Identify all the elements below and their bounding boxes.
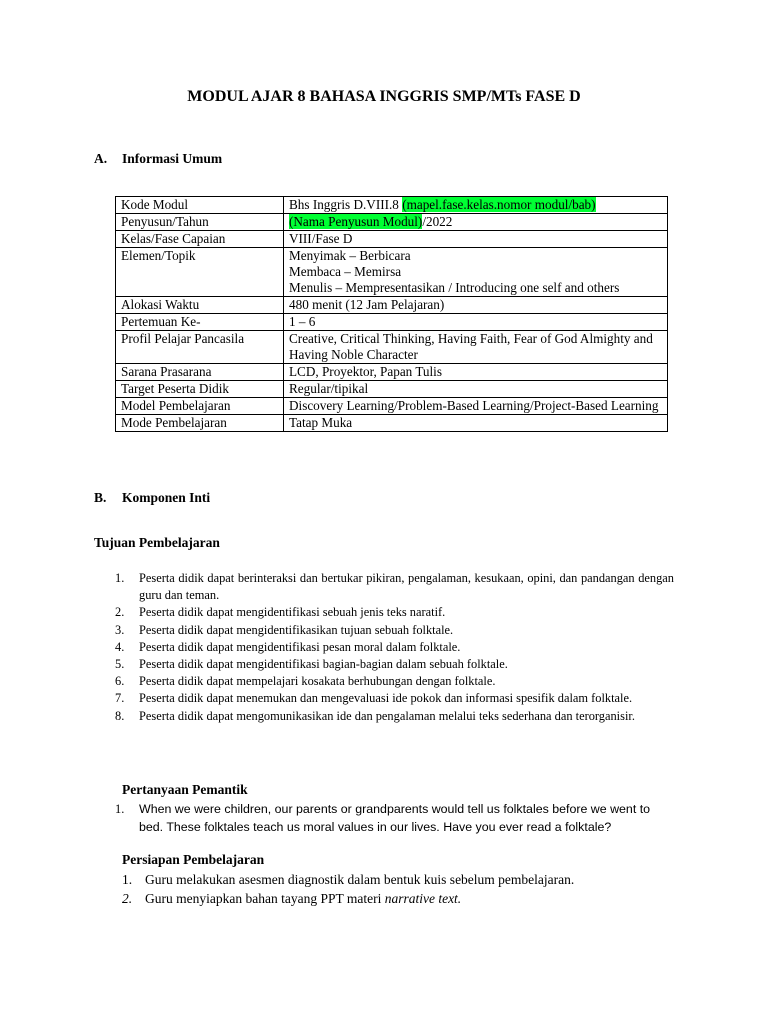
list-item <box>111 570 674 604</box>
list-item-number: 2. <box>122 890 133 906</box>
table-value: Creative, Critical Thinking, Having Faith, Fear of God Almighty and Having Noble Character <box>284 331 668 364</box>
table-row <box>116 231 668 248</box>
topik-line: Menulis – Mempresentasikan / Introducing one self and others <box>289 280 620 295</box>
table-value: 480 menit (12 Jam Pelajaran) <box>284 297 668 314</box>
table-key: Mode Pembelajaran <box>116 415 284 432</box>
list-item <box>111 604 674 621</box>
section-b-letter: B. <box>94 490 107 505</box>
list-item-number: 2. <box>115 605 125 620</box>
list-item <box>118 890 678 909</box>
list-item <box>111 800 674 836</box>
list-item-number: 1. <box>115 802 125 816</box>
kode-modul-highlight: (mapel.fase.kelas.nomor modul/bab) <box>402 197 596 212</box>
list-item <box>118 871 678 890</box>
table-value <box>284 197 668 214</box>
section-a-letter: A. <box>94 151 108 166</box>
table-value <box>284 248 668 297</box>
table-value <box>284 214 668 231</box>
list-item-number: 5. <box>115 657 125 672</box>
list-item <box>111 690 674 707</box>
persiapan-heading: Persiapan Pembelajaran <box>122 852 265 867</box>
table-row <box>116 314 668 331</box>
list-item <box>111 622 674 639</box>
list-item-number: 3. <box>115 622 125 637</box>
table-row <box>116 381 668 398</box>
list-item-number: 6. <box>115 674 125 689</box>
list-item <box>111 673 674 690</box>
list-item-text: Peserta didik dapat mengidentifikasi bagian-bagian dalam sebuah folktale. <box>139 657 508 672</box>
table-key: Sarana Prasarana <box>116 364 284 381</box>
section-a-label: Informasi Umum <box>122 151 223 166</box>
list-item-text: Peserta didik dapat mengomunikasikan ide dan pengalaman melalui teks sederhana dan terorganisir. <box>139 708 635 723</box>
table-key: Penyusun/Tahun <box>116 214 284 231</box>
list-item-text: Peserta didik dapat mengidentifikasi sebuah jenis teks naratif. <box>139 605 446 620</box>
pertanyaan-heading: Pertanyaan Pemantik <box>122 782 248 797</box>
info-table <box>115 196 668 432</box>
list-item-text: Guru menyiapkan bahan tayang PPT materi <box>145 890 385 906</box>
list-item <box>111 639 674 656</box>
table-row <box>116 331 668 364</box>
penyusun-highlight: (Nama Penyusun Modul) <box>289 214 423 229</box>
table-key: Target Peserta Didik <box>116 381 284 398</box>
list-item-text: When we were children, our parents or grandparents would tell us folktales before we went to bed. These folktales teach us moral values in our lives. Have you ever read a folktale? <box>139 802 651 834</box>
table-row <box>116 297 668 314</box>
table-row <box>116 398 668 415</box>
list-item <box>111 656 674 673</box>
section-b-heading <box>94 490 210 506</box>
section-b-label: Komponen Inti <box>122 490 211 505</box>
list-item-number: 1. <box>115 571 125 585</box>
table-value: LCD, Proyektor, Papan Tulis <box>284 364 668 381</box>
topik-line: Membaca – Memirsa <box>289 264 402 279</box>
table-key: Pertemuan Ke- <box>116 314 284 331</box>
table-value: VIII/Fase D <box>284 231 668 248</box>
kode-modul-value: Bhs Inggris D.VIII.8 <box>289 197 403 212</box>
table-row <box>116 214 668 231</box>
list-item-number: 4. <box>115 639 125 654</box>
penyusun-year: /2022 <box>422 214 453 229</box>
tujuan-heading: Tujuan Pembelajaran <box>94 535 220 550</box>
table-key: Kelas/Fase Capaian <box>116 231 284 248</box>
persiapan-list <box>118 871 678 908</box>
document-title: MODUL AJAR 8 BAHASA INGGRIS SMP/MTs FASE D <box>187 88 581 105</box>
table-key: Kode Modul <box>116 197 284 214</box>
table-value: Tatap Muka <box>284 415 668 432</box>
list-item-text: Peserta didik dapat mengidentifikasikan tujuan sebuah folktale. <box>139 622 454 637</box>
table-value: 1 – 6 <box>284 314 668 331</box>
list-item-text: Peserta didik dapat mempelajari kosakata berhubungan dengan folktale. <box>139 674 496 689</box>
tujuan-list <box>111 570 674 725</box>
list-item <box>111 708 674 725</box>
table-row <box>116 364 668 381</box>
table-key: Model Pembelajaran <box>116 398 284 415</box>
table-key: Alokasi Waktu <box>116 297 284 314</box>
list-item-number: 1. <box>122 872 133 887</box>
list-item-number: 8. <box>115 708 125 723</box>
topik-line: Menyimak – Berbicara <box>289 248 411 263</box>
table-key: Profil Pelajar Pancasila <box>116 331 284 364</box>
table-value: Discovery Learning/Problem-Based Learning/Project-Based Learning <box>284 398 668 415</box>
table-row <box>116 197 668 214</box>
section-a-heading <box>94 151 222 167</box>
table-value: Regular/tipikal <box>284 381 668 398</box>
table-row <box>116 415 668 432</box>
list-item-text: Peserta didik dapat berinteraksi dan bertukar pikiran, pengalaman, kesukaan, opini, dan pandangan dengan guru dan teman. <box>139 571 674 603</box>
list-item-text: Peserta didik dapat mengidentifikasi pesan moral dalam folktale. <box>139 639 461 654</box>
list-item-text: Guru melakukan asesmen diagnostik dalam bentuk kuis sebelum pembelajaran. <box>145 872 575 887</box>
pertanyaan-list <box>111 800 674 836</box>
list-item-text: Peserta didik dapat menemukan dan mengevaluasi ide pokok dan informasi spesifik dalam folktale. <box>139 691 633 706</box>
table-row <box>116 248 668 297</box>
list-item-number: 7. <box>115 691 125 706</box>
table-key: Elemen/Topik <box>116 248 284 297</box>
list-item-italic-text: narrative text. <box>384 890 462 906</box>
